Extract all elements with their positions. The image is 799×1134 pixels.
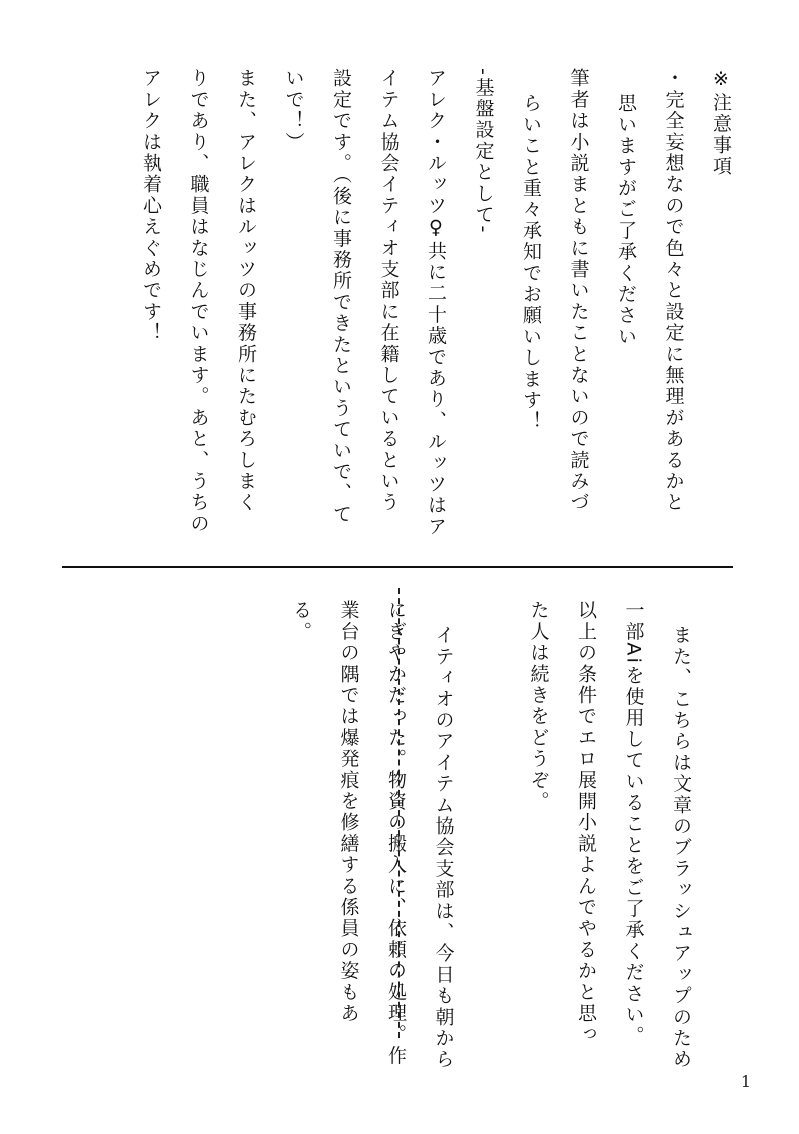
page-number: 1 [740, 1072, 751, 1091]
text-line: にぎやかだった。物資の搬入に、依頼の処理。作 [385, 600, 407, 1067]
text-line: また、こちらは文章のブラッシュアップのため [670, 625, 692, 1071]
text-line: アレクは執着心えぐめです！ [140, 68, 162, 344]
text-line: る。 [290, 600, 312, 643]
blank-line [467, 600, 515, 1100]
text-line: た人は続きをどうぞ。 [527, 600, 550, 812]
text-line: らいこと重々承知でお願いします！ [520, 93, 542, 433]
text-line: りであり、職員はなじんでいます。あと、うちの [187, 68, 210, 535]
text-line: ※注意事項 [710, 68, 732, 177]
text-line: また、アレクはルッツの事務所にたむろしまく [235, 68, 257, 514]
section-heading: -基盤設定として- [472, 68, 495, 235]
text-line: 思いますがご了承ください [615, 93, 637, 348]
text-line: いで！） [282, 68, 305, 153]
text-line: イティオのアイテム協会支部は、今日も朝から [432, 625, 455, 1071]
upper-text-block [127, 68, 745, 558]
text-line: 設定です。（後に事務所できたというていで、て [330, 68, 352, 525]
lower-text-block [277, 600, 705, 1100]
text-line: 業台の隅では爆発痕を修繕する係員の姿もあ [337, 600, 360, 1024]
text-line: イテム協会イティオ支部に在籍しているという [377, 68, 400, 514]
text-line: アレク・ルッツ♀共に二十歳であり、ルッツはア [425, 68, 447, 538]
text-line: 筆者は小説まともに書いたことないので読みづ [567, 68, 590, 514]
text-line: ・完全妄想なので色々と設定に無理があるかと [662, 68, 685, 514]
section-divider [62, 566, 733, 568]
scene-break-dashes [398, 588, 400, 1038]
text-line: 一部Aiを使用していることをご了承ください。 [622, 600, 645, 1047]
text-line: 以上の条件でエロ展開小説よんでやるかと思っ [575, 600, 597, 1046]
